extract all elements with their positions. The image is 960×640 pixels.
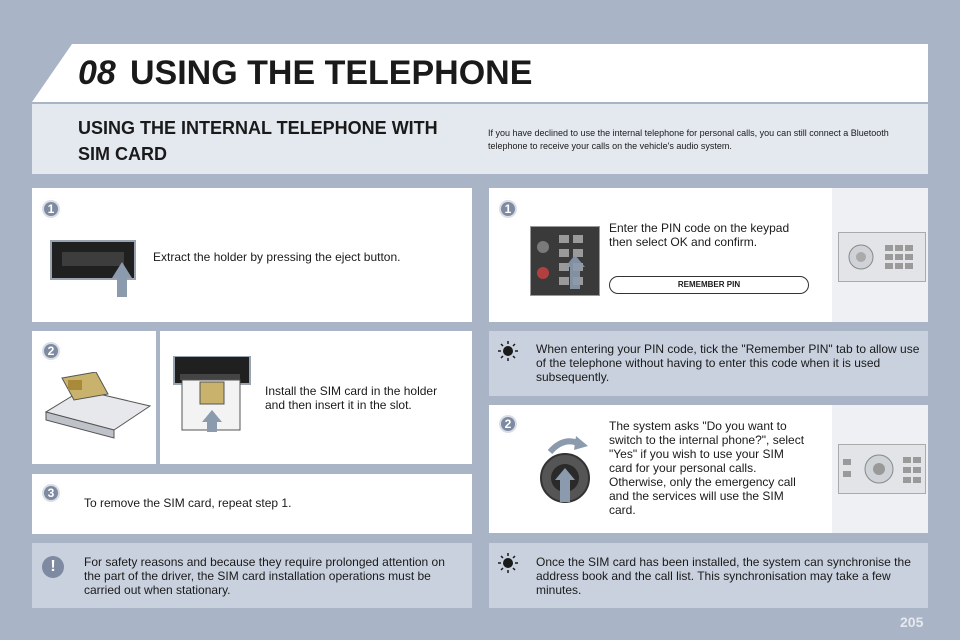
- eject-arrow-stem: [117, 277, 127, 297]
- right-step1-text: Enter the PIN code on the keypad then select OK and confirm.: [609, 221, 790, 249]
- section-title-line2: SIM CARD: [78, 144, 167, 164]
- lightbulb-icon: [497, 552, 519, 574]
- tip1-text: When entering your PIN code, tick the "Remember PIN" tab to allow use of the telephone without having to enter this code when it is used subsequently.: [536, 342, 920, 384]
- radio-unit-illustration: [838, 232, 926, 282]
- left-step2-badge: 2: [40, 340, 62, 362]
- left-step2-text: Install the SIM card in the holder and then insert it in the slot.: [265, 384, 438, 412]
- tip2-text: Once the SIM card has been installed, the system can synchronise the address book and the call list. This synchronisation may take a few minutes.: [536, 555, 911, 597]
- right-step2-text: The system asks "Do you want to switch to the internal phone?", select "Yes" if you wish to use your SIM card for your personal calls. Otherwise, only the emergency call and the services will use the SIM card.: [609, 419, 805, 517]
- chapter-number: 08: [78, 54, 116, 92]
- lightbulb-icon: [497, 340, 519, 362]
- right-step1-badge: 1: [497, 198, 519, 220]
- page-number: 205: [900, 614, 924, 630]
- right-step2-badge: 2: [497, 413, 519, 435]
- eject-arrow-icon: [112, 262, 132, 278]
- remember-pin-button[interactable]: REMEMBER PIN: [609, 276, 809, 294]
- left-step3-badge: 3: [40, 482, 62, 504]
- rotary-knob-illustration: [530, 430, 600, 510]
- left-step3-text: To remove the SIM card, repeat step 1.: [84, 496, 292, 510]
- section-title-line1: USING THE INTERNAL TELEPHONE WITH: [78, 118, 438, 138]
- page-title: USING THE TELEPHONE: [130, 54, 533, 92]
- exclamation-icon: !: [42, 556, 64, 578]
- keypad-illustration: [530, 226, 600, 296]
- left-step1-text: Extract the holder by pressing the eject button.: [153, 250, 401, 264]
- warning-text: For safety reasons and because they require prolonged attention on the part of the driver, the SIM card installation operations must be carried out when stationary.: [84, 555, 445, 597]
- slot-illustration: [172, 356, 252, 434]
- header-corner: [32, 44, 72, 102]
- section-intro: If you have declined to use the internal telephone for personal calls, you can still connect a Bluetooth telephone to receive your calls on the vehicle's audio system.: [488, 128, 889, 151]
- sim-tray-illustration: [42, 372, 152, 440]
- radio-unit-illustration-2: [838, 444, 926, 494]
- left-step1-badge: 1: [40, 198, 62, 220]
